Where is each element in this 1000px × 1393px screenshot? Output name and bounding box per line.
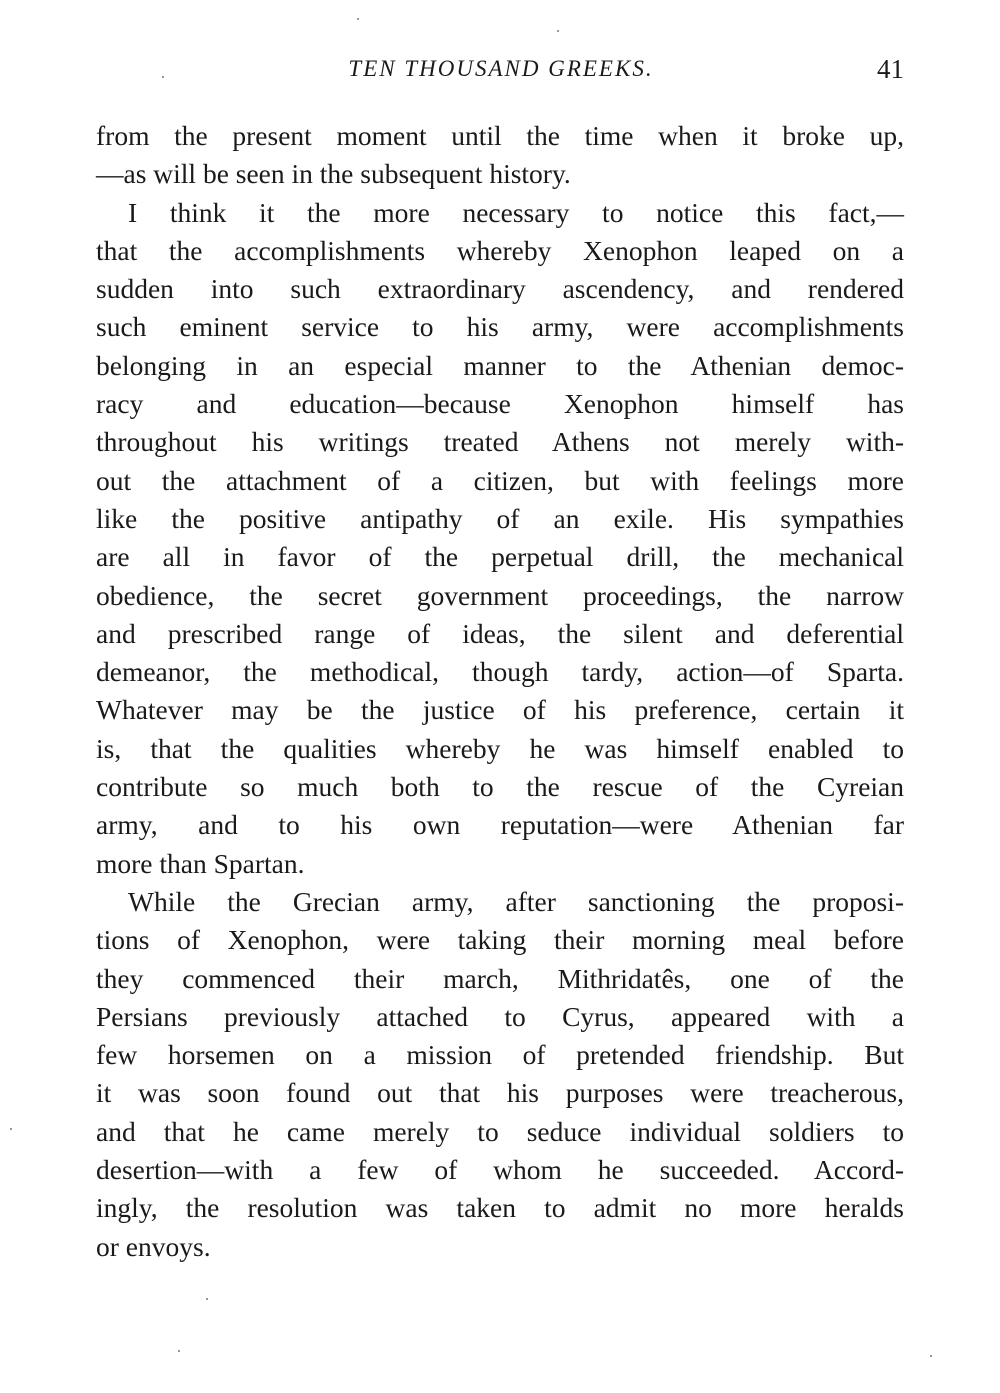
text-line: like the positive antipathy of an exile. His sympathies [96, 502, 904, 534]
page-number: 41 [877, 54, 904, 84]
text-line: throughout his writings treated Athens not merely with- [96, 426, 904, 458]
text-line: ingly, the resolution was taken to admit no more heralds [96, 1192, 904, 1224]
text-line: tions of Xenophon, were taking their morning meal before [96, 924, 904, 956]
text-line: such eminent service to his army, were accomplishments [96, 311, 904, 343]
text-line: that the accomplishments whereby Xenophon leaped on a [96, 234, 904, 266]
text-line: and that he came merely to seduce individual soldiers to [96, 1115, 904, 1147]
text-line: out the attachment of a citizen, but with feelings more [96, 464, 904, 496]
text-line: are all in favor of the perpetual drill, the mechanical [96, 541, 904, 573]
text-line: army, and to his own reputation—were Athenian far [96, 809, 904, 841]
text-line: is, that the qualities whereby he was himself enabled to [96, 732, 904, 764]
text-line: demeanor, the methodical, though tardy, action—of Sparta. [96, 656, 904, 688]
page-header [96, 56, 906, 90]
text-line: —as will be seen in the subsequent history. [96, 158, 571, 190]
text-line: sudden into such extraordinary ascendency, and rendered [96, 273, 904, 305]
scan-speck [10, 1128, 12, 1130]
running-title: TEN THOUSAND GREEKS. [348, 56, 654, 81]
text-line: belonging in an especial manner to the Athenian democ- [96, 349, 904, 381]
scan-speck [557, 30, 559, 32]
scan-speck [206, 1298, 208, 1300]
text-line: it was soon found out that his purposes were treacherous, [96, 1077, 904, 1109]
text-line: more than Spartan. [96, 847, 305, 879]
text-line: Whatever may be the justice of his preference, certain it [96, 694, 904, 726]
paragraph-start-line: While the Grecian army, after sanctioning the proposi- [128, 885, 904, 917]
text-line: they commenced their march, Mithridatês, one of the [96, 962, 904, 994]
text-line: or envoys. [96, 1230, 211, 1262]
text-line: contribute so much both to the rescue of the Cyreian [96, 771, 904, 803]
text-line: desertion—with a few of whom he succeeded. Accord- [96, 1154, 904, 1186]
text-line: from the present moment until the time when it broke up, [96, 120, 904, 151]
text-line: obedience, the secret government proceedings, the narrow [96, 579, 904, 611]
scan-speck [178, 1350, 180, 1352]
paragraph-start-line: I think it the more necessary to notice this fact,— [128, 196, 904, 228]
scan-speck [162, 76, 164, 78]
scan-speck [930, 1355, 932, 1357]
text-line: racy and education—because Xenophon himself has [96, 388, 904, 420]
scan-speck [357, 18, 359, 20]
text-line: and prescribed range of ideas, the silent and deferential [96, 617, 904, 649]
text-line: Persians previously attached to Cyrus, appeared with a [96, 1000, 904, 1032]
text-line: few horsemen on a mission of pretended friendship. But [96, 1039, 904, 1071]
body-text [96, 117, 904, 1266]
